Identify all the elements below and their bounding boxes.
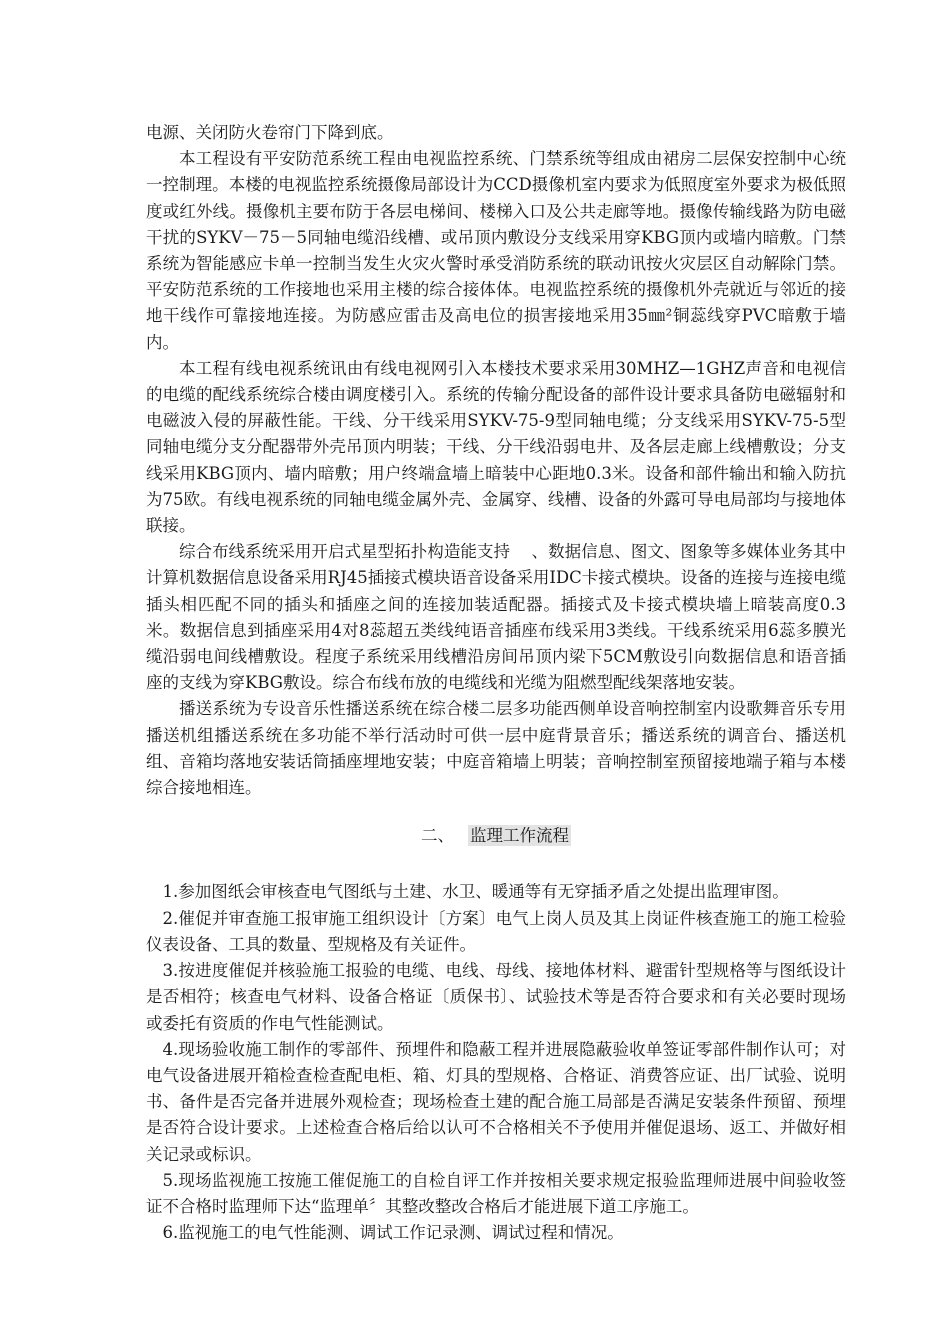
paragraph-cabling-system [146,539,846,696]
cabling-text-end: 、数据信息、图文、图象等多媒体业务其中计算机数据信息设备采用RJ45插接式模块语音设备采用IDC卡接式模块。设备的连接与连接电缆插头相匹配不同的插头和插座之间的连接加装适配器。插接式及卡接式模块墙上暗装高度0.3米。数据信息到插座采用4对8蕊超五类线纯语音插座布线采用3类线。干线系统采用6蕊多膜光缆沿弱电间线槽敷设。程度子系统采用线槽沿房间吊顶内梁下5CM敷设引向数据信息和语音插座的支线为穿KBG敷设。综合布线布放的电缆线和光缆为阻燃型配线架落地安装。 [146,542,847,693]
list-item: 6.监视施工的电气性能测、调试工作记录测、调试过程和情况。 [162,1223,624,1243]
list-item: 1.参加图纸会审核查电气图纸与土建、水卫、暖通等有无穿插矛盾之处提出监理审图。 [162,882,789,902]
cabling-text-start: 综合布线系统采用开启式星型拓扑构造能支持 [179,542,511,562]
paragraph-security-system: 本工程设有平安防范系统工程由电视监控系统、门禁系统等组成由裙房二层保安控制中心统一控制理。本楼的电视监控系统摄像局部设计为CCD摄像机室内要求为低照度室外要求为极低照度或红外线。摄像机主要布防于各层电梯间、楼梯入口及公共走廊等地。摄像传输线路为防电磁干扰的SYKV－75－5同轴电缆沿线槽、或吊顶内敷设分支线采用穿KBG顶内或墙内暗敷。门禁系统为智能感应卡单一控制当发生火灾火警时承受消防系统的联动讯按火灾层区自动解除门禁。平安防范系统的工作接地也采用主楼的综合接体体。电视监控系统的摄像机外壳就近与邻近的接地干线作可靠接地连接。为防感应雷击及高电位的损害接地采用35㎜²铜蕊线穿PVC暗敷于墙内。 [146,149,846,352]
paragraph-broadcast-system: 播送系统为专设音乐性播送系统在综合楼二层多功能西侧单设音响控制室内设歌舞音乐专用播送机组播送系统在多功能不举行活动时可供一层中庭背景音乐；播送系统的调音台、播送机组、音箱均落地安装话筒插座埋地安装；中庭音箱墙上明装；音响控制室预留接地端子箱与本楼综合接地相连。 [146,699,846,798]
paragraph-fire-shutter: 电源、关闭防火卷帘门下降到底。 [146,123,394,142]
list-item: 2.催促并审查施工报审施工组织设计〔方案〕电气上岗人员及其上岗证件核查施工的施工检验仪表设备、工具的数量、型规格及有关证件。 [146,908,846,954]
list-item: 3.按进度催促并核验施工报验的电缆、电线、母线、接地体材料、避雷针型规格等与图纸设计是否相符；核查电气材料、设备合格证〔质保书〕、试验技术等是否符合要求和有关必要时现场或委托有资质的作电气性能测试。 [146,961,846,1033]
list-item: 4.现场验收施工制作的零部件、预埋件和隐蔽工程并进展隐蔽验收单签证零部件制作认可；对电气设备进展开箱检查检查配电柜、箱、灯具的型规格、合格证、消费答应证、出厂试验、说明书、备件是否完备并进展外观检查；现场检查土建的配合施工局部是否满足安装条件预留、预埋是否符合设计要求。上述检查合格后给以认可不合格相关不予使用并催促退场、返工、并做好相关记录或标识。 [146,1039,846,1164]
section-title: 监理工作流程 [470,826,569,846]
section-number: 二、 [421,826,454,846]
document-body [146,120,846,1246]
list-item: 5.现场监视施工按施工催促施工的自检自评工作并按相关要求规定报验监理师进展中间验收签证不合格时监理师下达“监理单〞其整改整改合格后才能进展下道工序施工。 [146,1170,846,1216]
section-heading [146,823,846,849]
paragraph-cable-tv: 本工程有线电视系统讯由有线电视网引入本楼技术要求采用30MHZ—1GHZ声音和电视信的电缆的配线系统综合楼由调度楼引入。系统的传输分配设备的部件设计要求具备防电磁辐射和电磁波入侵的屏蔽性能。干线、分干线采用SYKV-75-9型同轴电缆；分支线采用SYKV-75-5型同轴电缆分支分配器带外壳吊顶内明装；干线、分干线沿弱电井、及各层走廊上线槽敷设；分支线采用KBG顶内、墙内暗敷；用户终端盒墙上暗装中心距地0.3米。设备和部件输出和输入防抗为75欧。有线电视系统的同轴电缆金属外壳、金属穿、线槽、设备的外露可导电局部均与接地体联接。 [146,358,846,536]
